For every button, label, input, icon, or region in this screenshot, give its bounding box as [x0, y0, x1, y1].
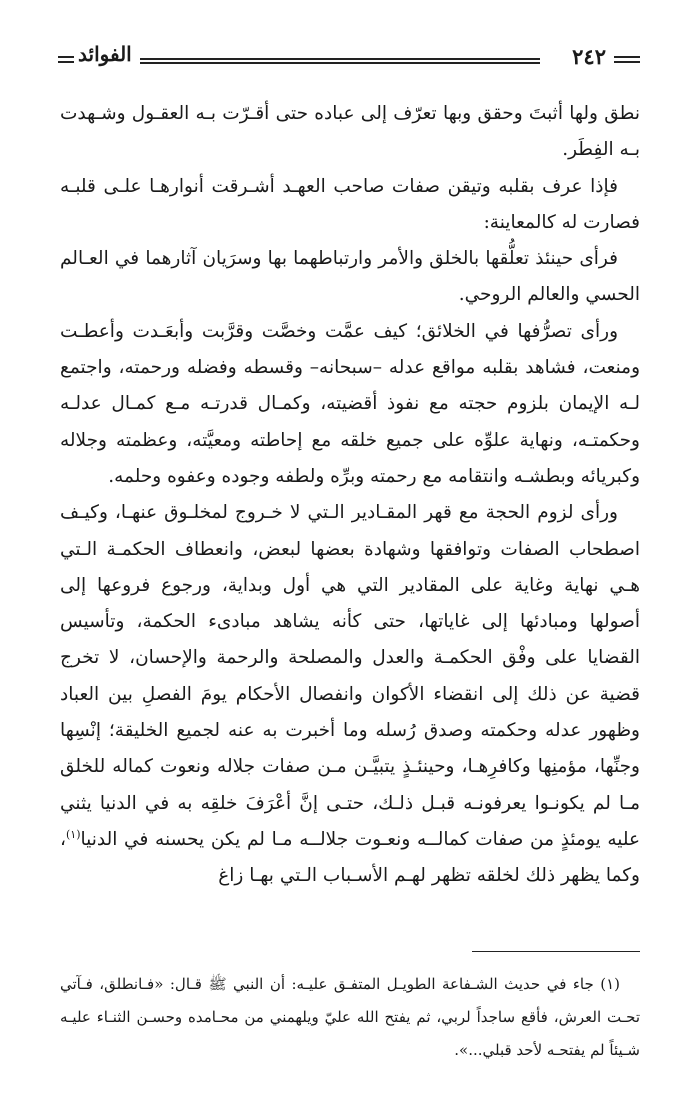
header-rule [140, 58, 540, 60]
footnote-reference[interactable]: (١) [65, 827, 81, 841]
paragraph-5-text: ورأى لزوم الحجة مع قهر المقـادير الـتي لا خـروج لمخلـوق عنهـا، وكيـف اصطحاب الصفات وتوافقها وشهادة بعضها لبعض، وانعطاف الحكمـة الـتي هـي نهاية وغاية على المقادير التي هي أول وبداية، ورجوع فروعها إلى أصولها ومبادئها إلى غاياتها، حتى كأنه يشاهد مبادىء الحكمة، وتأسيس القضايا على وفْق الحكمـة والعدل والمصلحة والرحمة والإحسان، لا تخرج قضية عن ذلك إلى انقضاء الأكوان وانفصال الأحكام يومَ الفصلِ بين العباد وظهور عدله وحكمته وصدق رُسله وما أخبرت به عنه لجميع الخليقة؛ إنْسِها وجنِّها، مؤمنِها وكافرِهـا، وحينئـذٍ يتبيَّـن مـن صفات جلاله ونعوت كماله للخلق مـا لم يكونـوا يعرفونـه قبـل ذلـك، حتـى إنَّ أعْرَفَ خلقِه به في الدنيا يثني عليه يومئذٍ من صفات كمالــه ونعـوت جلالــه مـا لم يكن يحسنه في الدنيا [60, 502, 640, 850]
header-ornament-left [58, 56, 74, 58]
paragraph-5 [60, 495, 640, 894]
paragraph-1: نطق ولها أثبتَ وحقق وبها تعرّف إلى عباده حتى أقـرّت بـه العقـول وشـهدت بـه الفِطَر. [60, 103, 640, 161]
paragraph-2: فإذا عرف بقلبه وتيقن صفات صاحب العهـد أشـرقت أنوارهـا علـى قلبـه فصارت له كالمعاينة: [60, 175, 640, 233]
paragraph-5-tail: ، وكما يظهر ذلك لخلقه تظهر لهـم الأسـباب الـتي بهـا زاغ [60, 828, 640, 887]
paragraph-3: فرأى حينئذ تعلُّقها بالخلق والأمر وارتباطهما بها وسرَيان آثارهما في العـالم الحسي والعالم الروحي. [60, 248, 640, 306]
page-header [58, 40, 640, 76]
paragraph-4: ورأى تصرُّفها في الخلائق؛ كيف عمَّت وخصَّت وقرَّبت وأبعَـدت وأعطـت ومنعت، فشاهد بقلبه مواقع عدله –سبحانه– وقسطه وفضله ورحمته، واجتمع لـه الإيمان بلزوم حجته مع نفوذ أقضيته، وكمـال قدرتـه مـع كمـال عدلـه وحكمتـه، ونهاية علوِّه على جميع خلقه مع إحاطته ومعيَّته، وعظمته وجلاله وكبريائه وبطشـه وانتقامه مع رحمته وبرِّه ولطفه وجوده وعفوه وحلمه. [60, 320, 640, 487]
body-text [60, 96, 640, 895]
running-title: الفوائد [78, 42, 132, 66]
page-number: ٢٤٢ [572, 44, 606, 69]
header-ornament-right [614, 56, 640, 58]
footnote-separator [472, 951, 640, 952]
footnote: (١) جاء في حديث الشـفاعة الطويـل المتفـق عليـه: أن النبي ﷺ قـال: «فـانطلق، فـآتي تحـت العرش، فأقع ساجداً لربي، ثم يفتح الله عليّ ويلهمني من محـامده وحسـن الثنـاء عليـه شـيئاً لم يفتحـه لأحد قبلي...». [60, 975, 640, 1059]
